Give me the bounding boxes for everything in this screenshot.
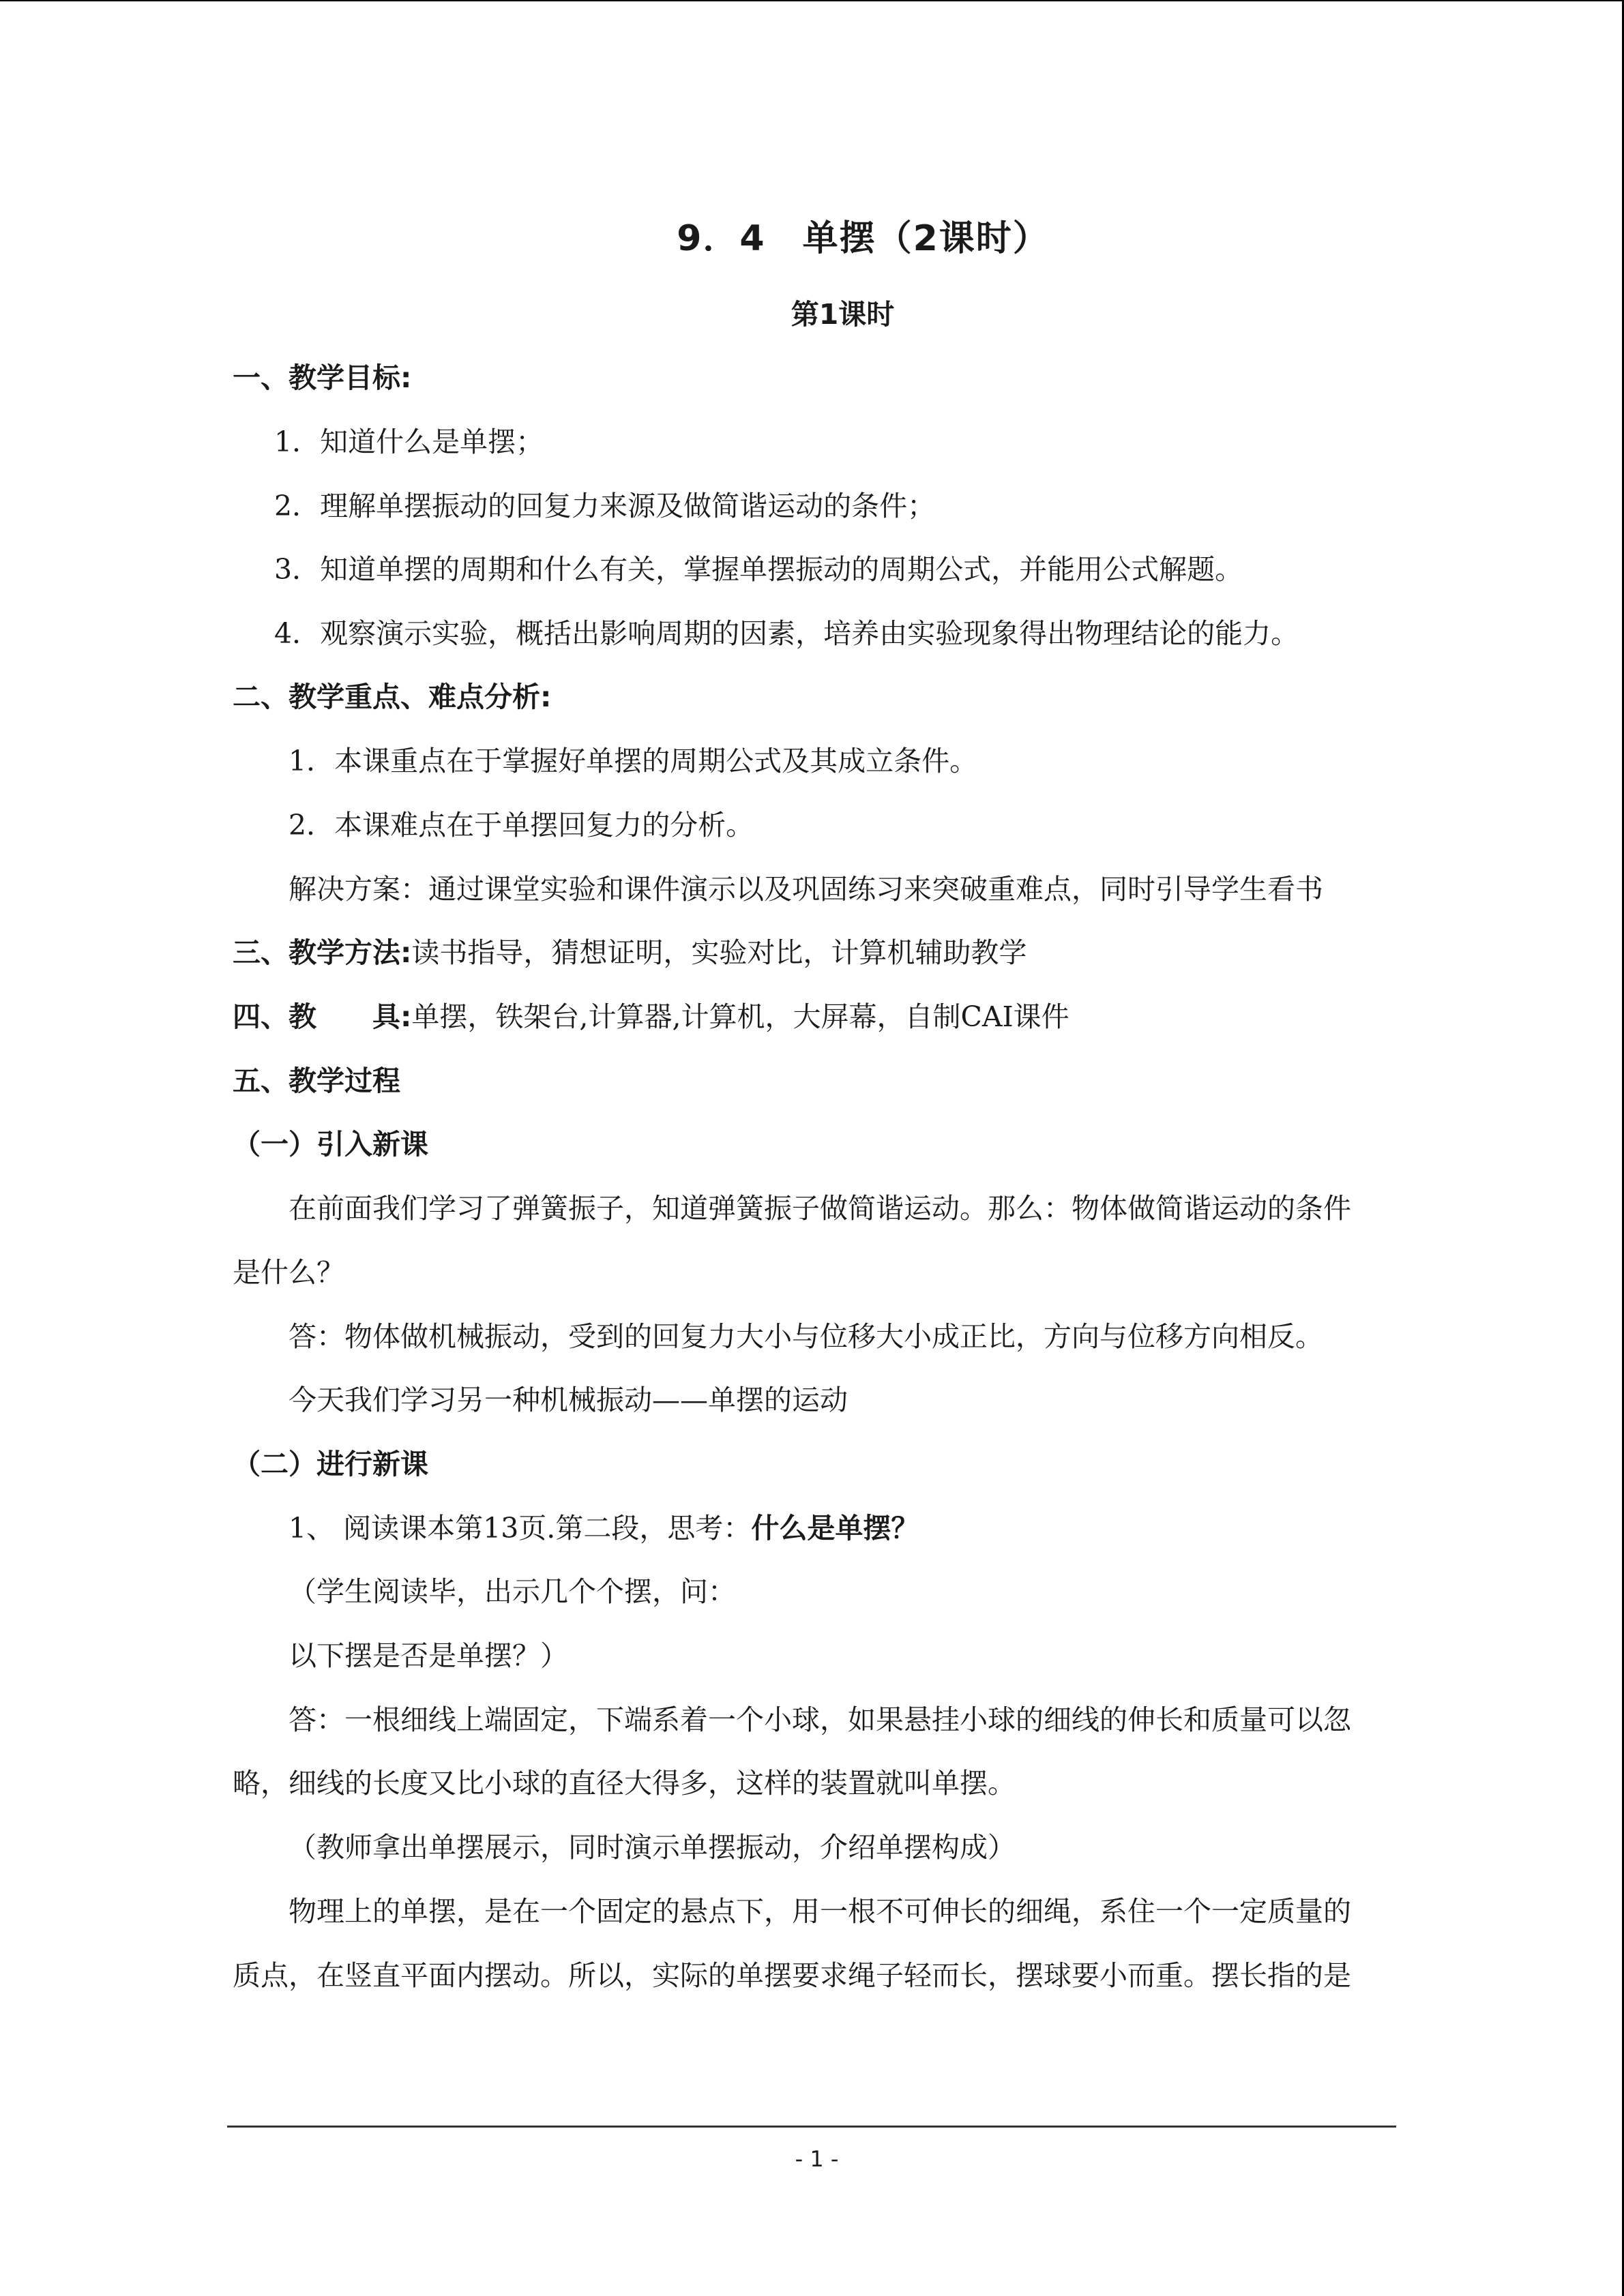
paragraph-line: 略，细线的长度又比小球的直径大得多，这样的装置就叫单摆。 [233,1767,1016,1800]
page-number: - 1 - [795,2146,839,2172]
methods-line [233,936,1027,970]
part-heading-intro: （一）引入新课 [233,1128,428,1161]
reading-task-question: 什么是单摆？ [751,1512,919,1545]
solution-text: 解决方案：通过课堂实验和课件演示以及巩固练习来突破重难点，同时引导学生看书 [289,873,1323,906]
paragraph-line: 答：一根细线上端固定，下端系着一个小球，如果悬挂小球的细线的伸长和质量可以忽 [289,1703,1351,1736]
paragraph-line: 是什么？ [233,1256,344,1289]
section-heading-tools: 四、教 具: [233,1000,412,1033]
section-heading-methods: 三、教学方法: [233,936,412,969]
objective-item: 2．理解单摆振动的回复力来源及做简谐运动的条件； [274,490,936,522]
paragraph-line: （教师拿出单摆展示，同时演示单摆振动，介绍单摆构成） [289,1831,1016,1864]
paragraph-line: 以下摆是否是单摆？） [289,1639,568,1672]
lesson-subtitle: 第1课时 [791,298,895,331]
objective-item: 4．观察演示实验，概括出影响周期的因素，培养由实验现象得出物理结论的能力。 [274,617,1299,650]
paragraph-line: 答：物体做机械振动，受到的回复力大小与位移大小成正比，方向与位移方向相反。 [289,1320,1323,1353]
key-point-item: 2．本课难点在于单摆回复力的分析。 [289,809,754,841]
section-heading-process: 五、教学过程 [233,1064,400,1097]
tools-line [233,1000,1069,1034]
methods-text: 读书指导，猜想证明，实验对比，计算机辅助教学 [411,936,1027,969]
reading-task-text: 1、 阅读课本第13页.第二段，思考： [289,1512,752,1545]
key-point-item: 1．本课重点在于掌握好单摆的周期公式及其成立条件。 [289,745,978,777]
paragraph-line: 今天我们学习另一种机械振动——单摆的运动 [289,1384,848,1416]
section-heading-objectives: 一、教学目标: [233,361,412,394]
objective-item: 3．知道单摆的周期和什么有关，掌握单摆振动的周期公式，并能用公式解题。 [274,553,1243,586]
document-title: 9．4 单摆（2课时） [677,218,1050,259]
tools-text: 单摆，铁架台,计算器,计算机，大屏幕，自制CAI课件 [411,1000,1069,1033]
reading-task-line [289,1511,919,1545]
objective-item: 1．知道什么是单摆； [274,426,544,458]
paragraph-line: 物理上的单摆，是在一个固定的悬点下，用一根不可伸长的细绳，系住一个一定质量的 [289,1895,1351,1928]
paragraph-line: 质点，在竖直平面内摆动。所以，实际的单摆要求绳子轻而长，摆球要小而重。摆长指的是 [233,1959,1351,1992]
part-heading-new-lesson: （二）进行新课 [233,1448,428,1480]
footer-divider [227,2126,1396,2128]
section-heading-key-points: 二、教学重点、难点分析: [233,681,552,713]
paragraph-line: 在前面我们学习了弹簧振子，知道弹簧振子做简谐运动。那么：物体做简谐运动的条件 [289,1192,1351,1225]
paragraph-line: （学生阅读毕，出示几个个摆，问： [289,1575,736,1608]
